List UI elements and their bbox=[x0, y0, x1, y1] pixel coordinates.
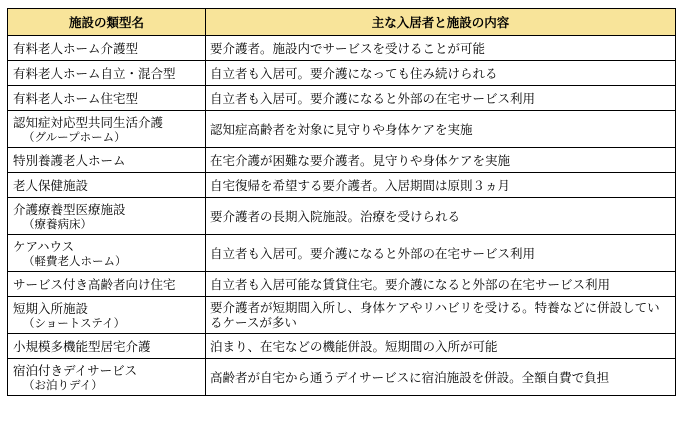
facility-name: 特別養護老人ホーム bbox=[13, 152, 126, 168]
table-row bbox=[8, 272, 676, 297]
facility-name-cell bbox=[8, 297, 206, 334]
facility-name: 有料老人ホーム自立・混合型 bbox=[13, 65, 176, 81]
table-row bbox=[8, 36, 676, 61]
facility-name-cell bbox=[8, 61, 206, 86]
table-row bbox=[8, 111, 676, 148]
facility-alias: （ショートステイ） bbox=[23, 315, 126, 330]
table-row bbox=[8, 86, 676, 111]
facility-alias: （軽費老人ホーム） bbox=[23, 253, 127, 268]
facility-name-cell bbox=[8, 272, 206, 297]
facility-description: 自宅復帰を希望する要介護者。入居期間は原則３ヵ月 bbox=[206, 173, 676, 198]
facility-description: 要介護者の長期入院施設。治療を受けられる bbox=[206, 198, 676, 235]
table-row bbox=[8, 173, 676, 198]
facility-name: 有料老人ホーム介護型 bbox=[13, 40, 139, 56]
table-header-row bbox=[8, 9, 676, 36]
facility-name: 老人保健施設 bbox=[13, 177, 89, 193]
facility-description: 自立者も入居可。要介護になっても住み続けられる bbox=[206, 61, 676, 86]
facility-description: 自立者も入居可能な賃貸住宅。要介護になると外部の在宅サービス利用 bbox=[206, 272, 676, 297]
facility-description: 在宅介護が困難な要介護者。見守りや身体ケアを実施 bbox=[206, 148, 676, 173]
facility-description: 自立者も入居可。要介護になると外部の在宅サービス利用 bbox=[206, 86, 676, 111]
facility-name-cell bbox=[8, 235, 206, 272]
facility-name: 介護療養型医療施設 bbox=[13, 201, 126, 217]
facility-name-cell bbox=[8, 36, 206, 61]
facility-name-cell bbox=[8, 198, 206, 235]
facility-description: 要介護者が短期間入所し、身体ケアやリハビリを受ける。特養などに併設しているケースが多い bbox=[206, 297, 676, 334]
facility-alias: （療養病床） bbox=[23, 216, 92, 231]
facility-name-cell bbox=[8, 173, 206, 198]
facility-name: ケアハウス bbox=[13, 238, 75, 254]
table-row bbox=[8, 235, 676, 272]
table-row bbox=[8, 359, 676, 396]
facility-description: 泊まり、在宅などの機能併設。短期間の入所が可能 bbox=[206, 334, 676, 359]
header-residents-and-content: 主な入居者と施設の内容 bbox=[206, 9, 676, 36]
facility-types-table bbox=[7, 8, 676, 396]
facility-name-cell bbox=[8, 148, 206, 173]
facility-name: 宿泊付きデイサービス bbox=[13, 362, 138, 378]
facility-description: 要介護者。施設内でサービスを受けることが可能 bbox=[206, 36, 676, 61]
header-facility-type: 施設の類型名 bbox=[8, 9, 206, 36]
facility-description: 高齢者が自宅から通うデイサービスに宿泊施設を併設。全額自費で負担 bbox=[206, 359, 676, 396]
facility-description: 認知症高齢者を対象に見守りや身体ケアを実施 bbox=[206, 111, 676, 148]
facility-description: 自立者も入居可。要介護になると外部の在宅サービス利用 bbox=[206, 235, 676, 272]
facility-name-cell bbox=[8, 86, 206, 111]
table-row bbox=[8, 148, 676, 173]
facility-name-cell bbox=[8, 111, 206, 148]
facility-name: サービス付き高齢者向け住宅 bbox=[13, 276, 176, 292]
facility-alias: （グループホーム） bbox=[23, 129, 126, 144]
facility-name: 有料老人ホーム住宅型 bbox=[13, 90, 139, 106]
table-row bbox=[8, 61, 676, 86]
facility-name-cell bbox=[8, 334, 206, 359]
facility-name-cell bbox=[8, 359, 206, 396]
facility-name: 小規模多機能型居宅介護 bbox=[13, 338, 151, 354]
table-row bbox=[8, 334, 676, 359]
table-row bbox=[8, 198, 676, 235]
table-row bbox=[8, 297, 676, 334]
facility-alias: （お泊りデイ） bbox=[23, 377, 103, 392]
facility-name: 認知症対応型共同生活介護 bbox=[13, 114, 164, 130]
facility-name: 短期入所施設 bbox=[13, 300, 89, 316]
